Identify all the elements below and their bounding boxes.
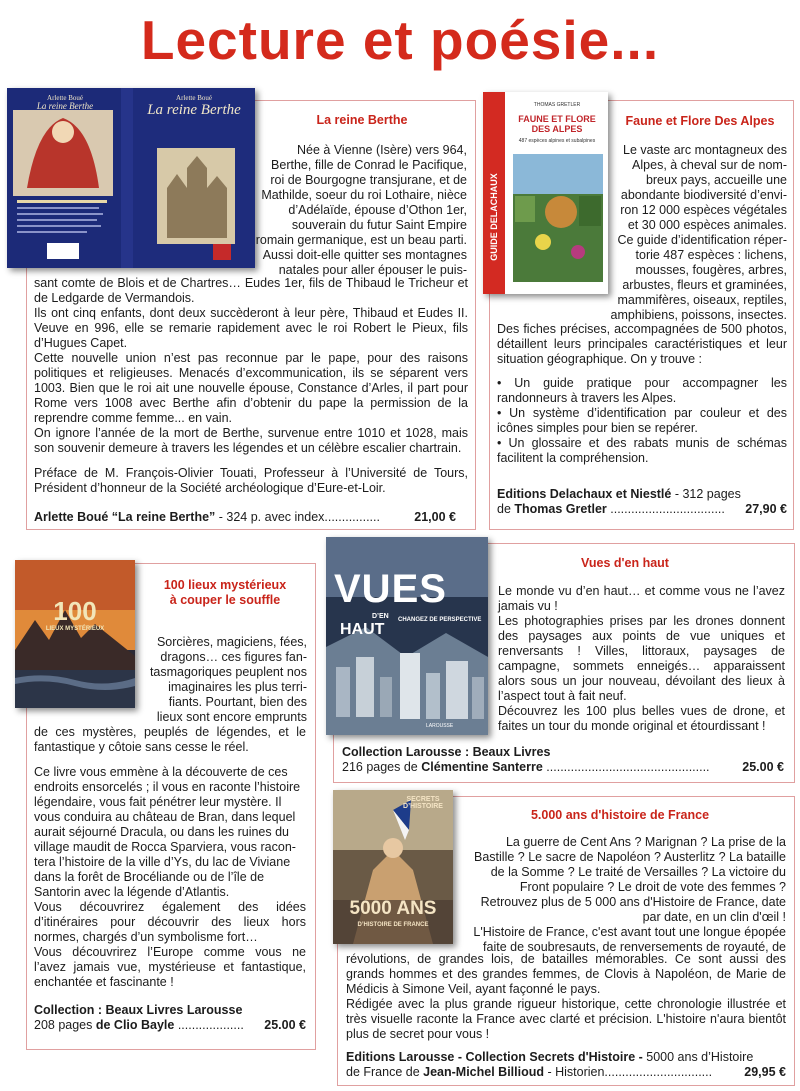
text-line: aurait séjourné Dracula, ou dans les ruines du: [34, 825, 290, 839]
price-line-vues: [342, 745, 784, 775]
cover-title-2: DES ALPES: [531, 124, 583, 134]
dots: ...................: [174, 1018, 244, 1032]
book-details: 5000 ans d’Histoire: [642, 1050, 754, 1064]
text-line: Aussi doit-elle quitter ses montagnes: [262, 248, 467, 262]
author-role: - Historien...............................: [544, 1065, 713, 1079]
text-line: abondante biodiversité d’envi-: [620, 188, 787, 202]
bullet-item: • Un guide pratique pour accompagner les randonneurs à travers les Alpes.: [497, 376, 787, 405]
text-line: romain germanique, est un beau parti.: [255, 233, 467, 247]
paragraph: Vous découvrirez également des idées d’itinéraires pour découvrir des lieux hors normes, chargés d’un symbolisme fort…: [34, 900, 306, 944]
text-line: roi de Bourgogne transjurane, et de: [270, 173, 467, 187]
text-line: village maudit de Rocca Sparviera, vous racon-: [34, 840, 296, 854]
faune-body: [497, 322, 787, 466]
price: 21,00 €: [414, 510, 456, 524]
cover-spine: GUIDE DELACHAUX: [489, 173, 499, 261]
faune-intro: [612, 143, 787, 308]
text-line: vous conduira au château de Bran, dans lequel: [34, 810, 296, 824]
cover-subtitle: LIEUX MYSTÉRIEUX: [45, 626, 105, 632]
cover-title-sub2: HAUT: [340, 621, 385, 638]
page-title: Lecture et poésie...: [140, 9, 660, 71]
text-line: Ce guide d’identification réper-: [617, 233, 787, 247]
paragraph: révolutions, de grandes lois, de batailles mémorables. Ce sont aussi des grands hommes et des grandes femmes, de Clovis à Napoléon, de Marie de Médicis à Simone Veil, ayant façonné le pays.: [346, 952, 786, 996]
lieux-body: [34, 725, 306, 990]
collection: Collection Larousse : Beaux Livres: [342, 745, 551, 759]
cover-author: THOMAS GRETLER: [533, 102, 581, 108]
paragraph: Ils ont cinq enfants, dont deux succèderont à leur père, Thibaud et Eudes II. Veuve en 996, elle se remarie rapidement avec le roi Robert le Pieux, fils d’Hugues Capet.: [34, 306, 468, 350]
price: 25.00 €: [742, 760, 784, 774]
text-line: Berthe, fille de Conrad le Pacifique,: [271, 158, 467, 172]
berthe-body: [34, 276, 468, 496]
book-author: Thomas Gretler: [514, 502, 607, 516]
text-line: lieux sont encore emprunts: [156, 710, 307, 724]
text-line: Front populaire ? Le droit de vote des femmes ?: [519, 880, 786, 894]
text-line: légendaire, vous fait pénétrer leur mystère. Il: [34, 795, 282, 809]
paragraph: Cette nouvelle union n’est pas reconnue par le pape, pour des raisons politiques et religieuses. Menacés d’excommunication, ils se séparent vers 1003. Bien que le roi ait une nouvelle épouse, Constance d’Arles, il part pour Rome vers 1008 avec Berthe afin d’obtenir du pape la permission de la reprendre comme femme... en vain.: [34, 351, 468, 425]
article-title-berthe: La reine Berthe: [316, 113, 408, 127]
text-line: Alpes, à cheval sur de nom-: [632, 158, 787, 172]
text-line: par date, en un clin d'œil !: [642, 910, 786, 924]
by-label: de: [497, 502, 515, 516]
text-line: dragons… ces figures fan-: [160, 650, 307, 664]
text-line: endroits ensorcelés ; il vous en raconte l’histoire: [34, 780, 301, 794]
histoire-body: [346, 952, 786, 1042]
text-line: ron 12 000 espèces végétales: [620, 203, 787, 217]
text-line: La guerre de Cent Ans ? Marignan ? La prise de la: [505, 835, 786, 849]
article-title-lieux-1: 100 lieux mystérieux: [163, 578, 287, 592]
text-line: et 30 000 espèces animales.: [627, 218, 787, 232]
cover-title-sub: D’HISTOIRE DE FRANCE: [357, 922, 429, 928]
text-line: Retrouvez plus de 5 000 ans d'Histoire de France, date: [480, 895, 786, 909]
book-ref: Arlette Boué “La reine Berthe”: [34, 510, 216, 524]
paragraph: Les photographies prises par les drones donnent des paysages aux points de vue uniques et renversants ! Villes, littoraux, paysages de campagne, sommets enneigés… apparaissent alors sous un jour nouveau, dévoilant des lieux à l’aspect tout à fait neuf.: [498, 614, 785, 703]
paragraph: Le monde vu d’en haut… et comme vous ne l’avez jamais vu !: [498, 584, 785, 613]
text-line: Ce livre vous emmène à la découverte de ces: [34, 765, 288, 779]
lieux-intro: [142, 635, 307, 725]
histoire-intro: [460, 835, 786, 955]
price: 25.00 €: [264, 1018, 306, 1032]
text-line: Sorcières, magiciens, fées,: [156, 635, 307, 649]
cover-publisher: LAROUSSE: [426, 723, 454, 729]
text-line: Bastille ? Le sacre de Napoléon ? Austerlitz ? La bataille: [474, 850, 786, 864]
text-line: imaginaires les plus terri-: [168, 680, 307, 694]
text-line: natales pour aller épouser le puis-: [278, 263, 467, 277]
book-cover-la-reine-berthe: [7, 88, 255, 268]
book-cover-5000-ans: [333, 790, 453, 944]
paragraph: Découvrez les 100 plus belles vues de drone, et faites un tour du monde original et étourdissant !: [498, 704, 785, 733]
book-cover-vues-d-en-haut: [326, 537, 488, 735]
dots: ...............................................: [542, 760, 710, 774]
paragraph: sant comte de Blois et de Chartres… Eudes 1er, fils de Thibaud le Tricheur et de Ledgarde de Vermandois.: [34, 276, 468, 305]
book-author: de Clio Bayle: [95, 1018, 175, 1032]
article-title-faune: Faune et Flore Des Alpes: [625, 114, 775, 128]
paragraph: Rédigée avec la plus grande rigueur historique, cette chronologie illustrée et très visuelle raconte la France avec clarté et précision. L'histoire n'aura bientôt plus de secret pour vous !: [346, 997, 786, 1041]
text-line: fiants. Pourtant, bien des: [168, 695, 307, 709]
article-title-lieux-2: à couper le souffle: [169, 593, 281, 607]
price-line-berthe: [34, 510, 456, 525]
book-details: - 312 pages: [671, 487, 741, 501]
cover-author-back: Arlette Boué: [47, 94, 83, 102]
cover-author: Arlette Boué: [176, 94, 212, 102]
cover-series: SECRETS D’HISTOIRE: [403, 796, 443, 810]
cover-title-big: VUES: [334, 567, 447, 611]
bullet-item: • Un glossaire et des rabats munis de schémas facilitent la compréhension.: [497, 436, 787, 465]
publisher: Editions Larousse - Collection Secrets d'Histoire -: [346, 1050, 643, 1064]
text-line: breux pays, accueille une: [645, 173, 787, 187]
collection: Collection : Beaux Livres Larousse: [34, 1003, 243, 1017]
bullet-item: • Un système d’identification par couleur et des icônes simples pour bien se repérer.: [497, 406, 787, 435]
cover-title-big: 5000 ANS: [349, 898, 437, 919]
cover-title: La reine Berthe: [147, 102, 241, 118]
pages: 216 pages de: [342, 760, 422, 774]
dots: .................................: [606, 502, 725, 516]
price: 29,95 €: [744, 1065, 786, 1079]
text-line: Santorin avec la légende d’Atlantis.: [34, 885, 230, 899]
cover-art-lieux: [15, 560, 135, 708]
publisher: Editions Delachaux et Niestlé: [497, 487, 672, 501]
text-line: arbustes, fleurs et graminées,: [622, 278, 787, 292]
paragraph: Vous découvrirez l’Europe comme vous ne l’avez jamais vue, mystérieuse et fantastique, enchantée et fascinante !: [34, 945, 306, 989]
text-line: mousses, fougères, arbres,: [635, 263, 787, 277]
text-line: torie 487 espèces : lichens,: [635, 248, 787, 262]
book-author: Jean-Michel Billioud: [423, 1065, 544, 1079]
cover-tagline: CHANGEZ DE PERSPECTIVE: [398, 617, 482, 623]
cover-title-back: La reine Berthe: [36, 101, 94, 111]
berthe-intro: [255, 143, 467, 278]
article-title-histoire: 5.000 ans d'histoire de France: [530, 808, 710, 822]
text-line: de la Somme ? Le traité de Versailles ? La victoire du: [490, 865, 786, 879]
text-line: Mathilde, soeur du roi Lothaire, nièce: [261, 188, 467, 202]
text-line: mammifères, oiseaux, reptiles,: [617, 293, 787, 307]
book-author: Clémentine Santerre: [421, 760, 543, 774]
preface: Préface de M. François-Olivier Touati, Professeur à l’Université de Tours, Président d’honneur de la Société archéologique d’Eure-et-Loir.: [34, 466, 468, 495]
cover-number: 100: [53, 596, 97, 626]
pages: 208 pages: [34, 1018, 96, 1032]
text-line: tasmagoriques peuplent nos: [149, 665, 307, 679]
price-line-histoire: [346, 1050, 786, 1080]
text-line: souverain du futur Saint Empire: [291, 218, 467, 232]
pages: de France de: [346, 1065, 424, 1079]
book-cover-100-lieux: [15, 560, 135, 708]
cover-title-1: FAUNE ET FLORE: [518, 114, 596, 124]
vues-body: [498, 584, 785, 734]
article-title-vues: Vues d'en haut: [581, 556, 669, 570]
cover-subtitle: 487 espèces alpines et subalpines: [518, 138, 596, 144]
price: 27,90 €: [745, 502, 787, 516]
text-line: dans la forêt de Brocéliande ou de l’île de: [34, 870, 265, 884]
price-line-faune: [497, 487, 787, 517]
price-line-lieux: [34, 1003, 306, 1033]
faune-intro-last: [540, 308, 787, 323]
text-line: amphibiens, poissons, insectes.: [610, 308, 787, 322]
book-cover-faune-flore: [483, 92, 608, 294]
text-line: d’Adélaïde, épouse d’Othon 1er,: [288, 203, 467, 217]
text-line: faite de soubresauts, de renversements de royauté, de: [483, 940, 786, 954]
text-line: L'Histoire de France, c'est avant tout une longue épopée: [473, 925, 786, 939]
cover-title-sub1: D’EN: [372, 613, 389, 620]
paragraph: On ignore l’année de la mort de Berthe, survenue entre 1010 et 1028, mais son souvenir demeure à travers les légendes et un célèbre escalier chartrain.: [34, 426, 468, 455]
book-details: - 324 p. avec index................: [215, 510, 380, 524]
cover-art-histoire: [333, 790, 453, 944]
paragraph: de ces mystères, peuplés de légendes, et le fantastique y côtoie sans cesse le réel.: [34, 725, 306, 754]
text-line: Le vaste arc montagneux des: [623, 143, 787, 157]
text-line: tera l’histoire de la ville d’Ys, du lac de Viviane: [34, 855, 291, 869]
paragraph: Des fiches précises, accompagnées de 500 photos, détaillent leurs principales caractéristiques et leur situation géographique. On y trouve :: [497, 322, 787, 366]
text-line: Née à Vienne (Isère) vers 964,: [296, 143, 467, 157]
